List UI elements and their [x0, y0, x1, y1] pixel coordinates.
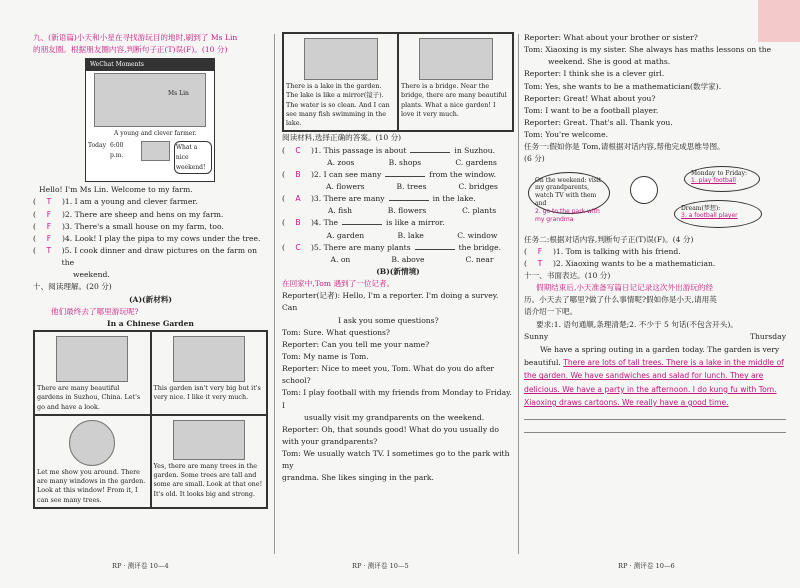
dialog-line: I ask you some questions?	[338, 315, 439, 325]
task1-title: 任务一:假如你是 Tom,请根据对话内容,帮他完成思维导图。	[524, 142, 725, 152]
q11-title: 十一、书面表达。(10 分)	[524, 270, 611, 280]
q11-desc: 历。小天去了哪里?做了什么事情呢?假如你是小天,请用英	[524, 295, 717, 305]
dialog-line: Tom: Yes, she wants to be a mathematician(数学家).	[524, 81, 722, 91]
garden-photo	[173, 336, 245, 382]
dialog-line: Tom: We usually watch TV. I sometimes go to the park with my	[282, 449, 510, 471]
dialog-line: Tom: You're welcome.	[524, 130, 609, 140]
q9-title: 九、(新语篇)小天和小星在寻找游玩目的地时,刷到了 Ms Lin	[33, 33, 238, 42]
phone-time: 6:00 p.m.	[109, 142, 124, 160]
bridge-photo	[419, 38, 493, 80]
mind-map-top: Monday to Friday: 1. play football	[684, 166, 760, 192]
task1-points: (6 分)	[524, 154, 545, 164]
mc-instructions: 阅读材料,选择正确的答案。(10 分)	[282, 133, 402, 143]
garden-cell: There is a lake in the garden. The lake is like a mirror(镜子). The water is so clean. And I can see many fish swimming in the lake.	[283, 33, 398, 131]
dialog-line: Reporter: Nice to meet you, Tom. What do you do after school?	[282, 364, 495, 386]
tf-item: )5. I cook dinner and draw pictures on the farm on the	[61, 245, 258, 268]
dialog-line: Reporter: What about your brother or sister?	[524, 33, 698, 42]
garden-grid	[33, 330, 268, 509]
part-a-label: (A)(新材料)	[128, 294, 173, 304]
mind-map-bottom: Dream(梦想): 3. a football player	[674, 200, 762, 228]
dialog-line: Reporter: Great. That's all. Thank you.	[524, 117, 673, 127]
page-footer: RP · 测评卷 10—6	[618, 562, 675, 570]
mind-map-answer: 1. play football	[691, 177, 736, 185]
writing-line	[524, 409, 786, 420]
mc-answer: B	[295, 218, 301, 228]
tf-answer: F	[537, 246, 543, 256]
q11-desc: 语介绍一下吧。	[524, 307, 578, 317]
garden-photo	[56, 336, 128, 382]
dialog-line: weekend. She is good at maths.	[548, 57, 671, 67]
dialog-line: grandma. She likes singing in the park.	[282, 473, 434, 483]
garden-cell: Let me show you around. There are many windows in the garden. Look at this window! From it, I can see many trees.	[34, 415, 151, 508]
page-footer: RP · 测评卷 10—5	[352, 562, 409, 570]
dialog-line: Reporter: I think she is a clever girl.	[524, 69, 665, 79]
task2-title: 任务二:根据对话内容,判断句子正(T)误(F)。(4 分)	[524, 234, 694, 244]
q11-desc: 假期结束后,小天准备写篇日记记录这次外出游玩的经	[536, 283, 714, 293]
tf-item: )2. There are sheep and hens on my farm.	[61, 209, 224, 219]
weather: Sunny	[524, 331, 549, 341]
garden-grid-cont	[282, 32, 514, 132]
part-b-question: 在回家中,Tom 遇到了一位记者。	[282, 279, 395, 289]
tf-item-cont: weekend.	[73, 270, 110, 280]
dialog-line: Reporter: Oh, that sounds good! What do you usually do with your grandparents?	[282, 424, 499, 446]
dialog-line: Reporter: Can you tell me your name?	[282, 339, 430, 349]
mc-answer: C	[295, 145, 301, 155]
round-window-photo	[69, 420, 115, 466]
dialog-line: Tom: I want to be a football player.	[524, 105, 659, 115]
phone-today: Today	[88, 142, 106, 150]
mind-map	[524, 166, 786, 234]
requirements: 要求:1. 语句通顺,条理清楚;2. 不少于 5 句话(不包含开头)。	[536, 319, 738, 329]
garden-cell: There are many beautiful gardens in Suzhou, China. Let's go and have a look.	[34, 331, 151, 415]
intro-text: Hello! I'm Ms Lin. Welcome to my farm.	[39, 185, 193, 195]
tf-answer: F	[46, 209, 52, 219]
writing-line	[524, 422, 786, 433]
mind-map-answer: 3. a football player	[681, 212, 738, 220]
column-divider	[518, 34, 519, 554]
dialog-line: Tom: Sure. What questions?	[282, 327, 391, 337]
weekday: Thursday	[749, 331, 786, 341]
tf-answer: F	[46, 221, 52, 231]
page-footer: RP · 测评卷 10—4	[112, 562, 169, 570]
mind-map-left: On the weekend: visit my grandparents, watch TV with them and 2. go to the park with my grandma	[528, 172, 610, 214]
tf-answer: T	[46, 245, 52, 255]
mc-answer: C	[295, 242, 301, 252]
mc-question: )2. I can see many	[310, 169, 382, 179]
mc-question: )5. There are many plants	[310, 242, 411, 252]
speech-bubble: What a nice weekend!	[174, 141, 212, 174]
tf-item: )2. Xiaoxing wants to be a mathematician.	[552, 258, 716, 268]
garden-cell: This garden isn't very big but it's very nice. I like it very much.	[151, 331, 268, 415]
mc-question: )1. This passage is about	[310, 145, 407, 155]
part-b-label: (B)(新情境)	[376, 266, 420, 276]
tf-answer: T	[537, 258, 543, 268]
tf-item: )4. Look! I play the pipa to my cows under the tree.	[61, 233, 261, 243]
tf-item: )1. I am a young and clever farmer.	[61, 197, 198, 207]
dialog-line: Tom: Xiaoxing is my sister. She always has maths lessons on the	[524, 45, 772, 55]
dialog-line: Reporter(记者): Hello, I'm a reporter. I'm doing a survey. Can	[282, 291, 499, 313]
photo-thumbnail	[141, 141, 170, 161]
garden-title: In a Chinese Garden	[107, 318, 194, 328]
dialog-line: usually visit my grandparents on the weekend.	[304, 412, 485, 422]
column-left: 九、(新语篇)小天和小星在寻找游玩目的地时,刷到了 Ms Lin 的朋友圈。根据朋友圈内容,判断句子正(T)误(F)。(10 分) WeChat Moments Ms Lin A young and clever farmer. Today 6:00 p.m. What a nice weekend! Hello! I'm Ms Lin. Welcome to my farm. ( T )1. I am a young and clever farmer. ( F )2. There are sheep and hens on my farm. ( F )3. There's a small house on my farm, too. ( F )4. Look! I play the pipa to my cows under the tree. ( T )5. I cook dinner and draw pictures on the farm on the weekend. 十、阅读理解。(20 分) (A)(新材料) 他们最终去了哪里游玩呢? In a Chinese Garden There are many beautiful gardens in Suzhou, China. Let's go and have a look. This garden isn't very big but it's very nice. I like it very much. Let me show you around. There are many windows in the garden. Look at this window! From it, I can see many trees. Yes, there are many trees in the garden. Some trees are tall and some are small. Look at that one! It's old. It looks big and strong.	[33, 32, 268, 509]
tf-answer: F	[46, 233, 52, 243]
dialog-line: Tom: I play football with my friends from Monday to Friday. I	[282, 388, 512, 410]
essay: We have a spring outing in a garden today. The garden is very beautiful. There are lots of tall trees. There is a lake in the middle of the garden. We have sandwiches and salad for lunch. They are delicious. We have a party in the afternoon. I do kung fu with Tom. Xiaoxing draws cartoons. We really have a good time.	[524, 344, 784, 407]
mc-question: )4. The	[310, 218, 339, 228]
phone-header: WeChat Moments	[86, 59, 214, 71]
garden-cell: There is a bridge. Near the bridge, there are many beautiful plants. What a nice garden! I love it very much.	[398, 33, 513, 131]
tf-item: )1. Tom is talking with his friend.	[552, 246, 681, 256]
part-a-question: 他们最终去了哪里游玩呢?	[51, 306, 139, 316]
column-middle: There is a lake in the garden. The lake is like a mirror(镜子). The water is so clean. And I can see many fish swimming in the lake. There is a bridge. Near the bridge, there are many beautiful plants. What a nice garden! I love it very much. 阅读材料,选择正确的答案。(10 分) ( C )1. This passage is about in Suzhou. A. zoos B. shops C. gardens ( B )2. I can see many from the window. A. flowers B. trees C. bridges ( A )3. There are many in the lake. A. fish B. flowers C. plants ( B )4. The is like a mirror. A. garden B. lake C. window ( C )5. There are many plants the bridge. A. on B. above C. near (B)(新情境) 在回家中,Tom 遇到了一位记者。 Reporter(记者): Hello, I'm a reporter. I'm doing a survey. Can I ask you some questions? Tom: Sure. What questions? Reporter: Can you tell me your name? Tom: My name is Tom. Reporter: Nice to meet you, Tom. What do you do after school? Tom: I play football with my friends from Monday to Friday. I usually visit my grandparents on the weekend. Reporter: Oh, that sounds good! What do you usually do with your grandparents? Tom: We usually watch TV. I sometimes go to the park with my grandma. She likes singing in the park.	[282, 32, 514, 484]
mind-map-answer: 2. go to the park with my grandma	[535, 207, 600, 223]
dialog-line: Tom: My name is Tom.	[282, 351, 369, 361]
mc-answer: B	[295, 169, 301, 179]
q10-title: 十、阅读理解。(20 分)	[33, 282, 112, 292]
q9-title-2: 的朋友圈。根据朋友圈内容,判断句子正(T)误(F)。(10 分)	[33, 45, 228, 55]
column-right: Reporter: What about your brother or sister? Tom: Xiaoxing is my sister. She always has maths lessons on the weekend. She is good at maths. Reporter: I think she is a clever girl. Tom: Yes, she wants to be a mathematician(数学家). Reporter: Great! What about you? Tom: I want to be a football player. Reporter: Great. That's all. Thank you. Tom: You're welcome. 任务一:假如你是 Tom,请根据对话内容,帮他完成思维导图。 (6 分) On the weekend: visit my grandparents, watch TV with them and 2. go to the park with my grandma Monday to Friday: 1. play football Dream(梦想): 3. a football player 任务二:根据对话内容,判断句子正(T)误(F)。(4 分) ( F )1. Tom is talking with his friend. ( T )2. Xiaoxing wants to be a mathematician. 十一、书面表达。(10 分) 假期结束后,小天准备写篇日记记录这次外出游玩的经 历。小天去了哪里?做了什么事情呢?假如你是小天,请用英 语介绍一下吧。 要求:1. 语句通顺,条理清楚;2. 不少于 5 句话(不包含开头)。 Sunny Thursday We have a spring outing in a garden today. The garden is very beautiful. There are lots of tall trees. There is a lake in the middle of the garden. We have sandwiches and salad for lunch. They are delicious. We have a party in the afternoon. I do kung fu with Tom. Xiaoxing draws cartoons. We really have a good time.	[524, 32, 786, 435]
farm-image	[94, 73, 206, 127]
column-divider	[274, 34, 275, 554]
tf-item: )3. There's a small house on my farm, too.	[61, 221, 224, 231]
lake-photo	[304, 38, 378, 80]
phone-caption: A young and clever farmer.	[114, 129, 197, 137]
essay-handwriting: There are lots of tall trees. There is a lake in the middle of the garden. We have sandwiches and salad for lunch. They are delicious. We have a party in the afternoon. I do kung fu with Tom. Xiaoxing draws cartoons. We really have a good time.	[524, 358, 784, 407]
garden-photo	[173, 420, 245, 460]
phone-screenshot	[85, 58, 215, 182]
mc-question: )3. There are many	[310, 194, 385, 204]
ms-lin-name: Ms Lin	[168, 90, 189, 98]
boy-face	[630, 176, 658, 204]
tf-answer: T	[46, 197, 52, 207]
mc-answer: A	[295, 194, 301, 204]
dialog-line: Reporter: Great! What about you?	[524, 93, 656, 103]
garden-cell: Yes, there are many trees in the garden. Some trees are tall and some are small. Look at that one! It's old. It looks big and strong.	[151, 415, 268, 508]
